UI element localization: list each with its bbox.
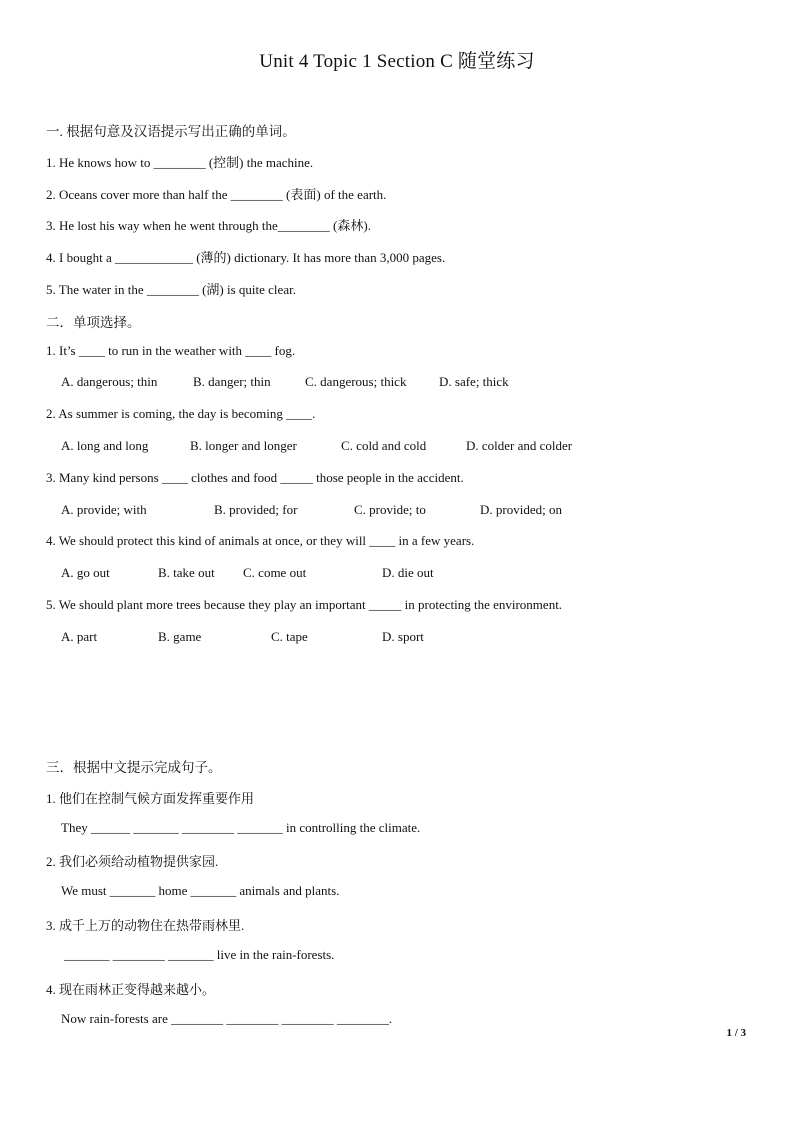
translation-answer-2: We must _______ home _______ animals and plants. [61,883,340,898]
fill-in-item-2: 2. Oceans cover more than half the ________ (表面) of the earth. [46,187,387,202]
translation-prompt-4: 4. 现在雨林正变得越来越小。 [46,982,216,997]
fill-in-item-3: 3. He lost his way when he went through the________ (森林). [46,218,371,233]
page-number: 1 / 3 [726,1027,746,1039]
fill-in-item-4: 4. I bought a ____________ (薄的) dictionary. It has more than 3,000 pages. [46,250,446,265]
translation-prompt-1: 1. 他们在控制气候方面发挥重要作用 [46,791,255,806]
option-a: A. dangerous; thin [61,374,158,389]
translation-answer-1: They ______ _______ ________ _______ in controlling the climate. [61,820,421,835]
option-d: D. colder and colder [466,438,573,453]
translation-prompt-2: 2. 我们必须给动植物提供家园. [46,854,219,869]
translation-answer-4: Now rain-forests are ________ ________ ________ ________. [61,1011,393,1026]
option-c: C. come out [243,565,307,580]
fill-in-item-5: 5. The water in the ________ (湖) is quite clear. [46,282,296,297]
option-a: A. go out [61,565,110,580]
option-a: A. part [61,629,98,644]
choice-question-2: 2. As summer is coming, the day is becoming ____. [46,406,316,421]
option-b: B. take out [158,565,215,580]
translation-answer-3: _______ ________ _______ live in the rain-forests. [64,947,335,962]
page-title: Unit 4 Topic 1 Section C 随堂练习 [259,51,535,72]
option-b: B. longer and longer [190,438,297,453]
choice-question-5: 5. We should plant more trees because they play an important _____ in protecting the environment. [46,597,563,612]
option-c: C. dangerous; thick [305,374,407,389]
option-c: C. provide; to [354,502,426,517]
option-d: D. safe; thick [439,374,509,389]
option-a: A. provide; with [61,502,147,517]
option-d: D. die out [382,565,434,580]
option-c: C. tape [271,629,308,644]
choice-question-3: 3. Many kind persons ____ clothes and food _____ those people in the accident. [46,470,464,485]
option-d: D. provided; on [480,502,562,517]
option-d: D. sport [382,629,424,644]
option-c: C. cold and cold [341,438,427,453]
option-a: A. long and long [61,438,149,453]
option-b: B. danger; thin [193,374,271,389]
choice-question-1: 1. It’s ____ to run in the weather with ____ fog. [46,343,296,358]
section-2-heading: 二．单项选择。 [46,315,141,330]
option-b: B. game [158,629,202,644]
translation-prompt-3: 3. 成千上万的动物住在热带雨林里. [46,918,245,933]
section-1-heading: 一. 根据句意及汉语提示写出正确的单词。 [46,124,296,139]
option-b: B. provided; for [214,502,298,517]
section-3-heading: 三．根据中文提示完成句子。 [46,760,222,775]
fill-in-item-1: 1. He knows how to ________ (控制) the machine. [46,155,314,170]
choice-question-4: 4. We should protect this kind of animals at once, or they will ____ in a few years. [46,533,475,548]
